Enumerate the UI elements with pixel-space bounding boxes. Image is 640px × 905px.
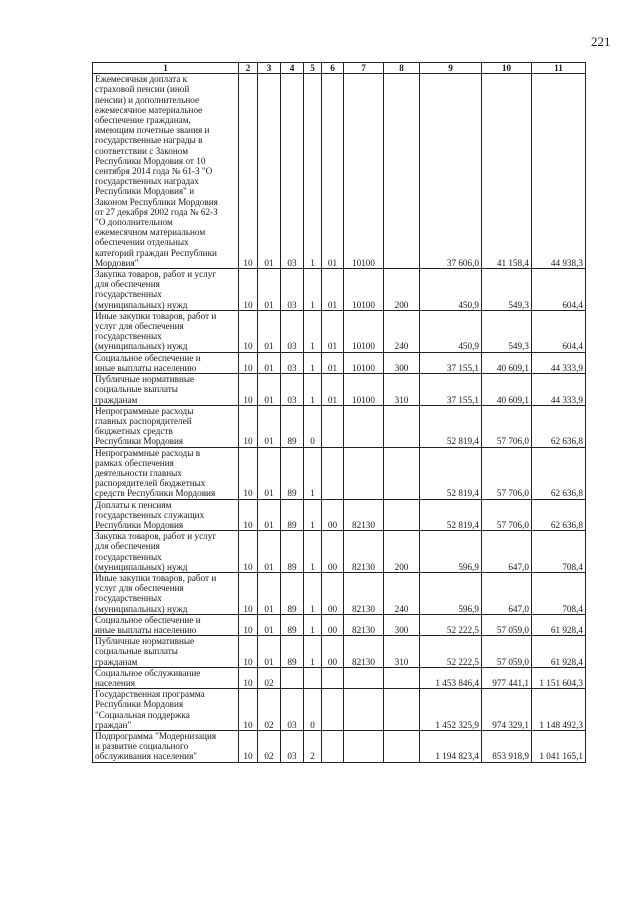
cell-amount-col11: 62 636,8: [532, 447, 586, 499]
cell-subsection: 01: [258, 572, 281, 614]
cell-amount-col11: 62 636,8: [532, 405, 586, 447]
cell-subsection: 01: [258, 74, 281, 269]
cell-direction: 82130: [344, 636, 384, 668]
cell-direction: 82130: [344, 572, 384, 614]
cell-event: 01: [322, 310, 344, 352]
cell-subprogram: 1: [304, 572, 322, 614]
cell-program: [281, 667, 304, 688]
page-number: 221: [591, 34, 611, 49]
cell-event: 01: [322, 74, 344, 269]
cell-direction: 82130: [344, 531, 384, 573]
row-description: Непрограммные расходы в рамках обеспечения деятельности главных распорядителей бюджетных средств Республики Мордовия: [93, 447, 239, 499]
cell-subsection: 01: [258, 447, 281, 499]
cell-event: [322, 667, 344, 688]
cell-direction: [344, 447, 384, 499]
table-row: [93, 447, 586, 499]
column-header: 8: [384, 63, 420, 74]
cell-subprogram: 1: [304, 352, 322, 373]
cell-expense-type: [384, 74, 420, 269]
cell-subsection: 01: [258, 531, 281, 573]
cell-amount-col11: 61 928,4: [532, 614, 586, 635]
cell-amount-col11: 44 333,9: [532, 374, 586, 406]
cell-expense-type: 310: [384, 636, 420, 668]
cell-expense-type: 200: [384, 269, 420, 311]
cell-amount-col11: 604,4: [532, 269, 586, 311]
row-description: Публичные нормативные социальные выплаты гражданам: [93, 636, 239, 668]
cell-section: 10: [239, 499, 258, 531]
cell-amount-col9: 52 819,4: [420, 499, 482, 531]
cell-amount-col10: 57 059,0: [482, 636, 532, 668]
cell-subsection: 01: [258, 352, 281, 373]
cell-amount-col10: 40 609,1: [482, 352, 532, 373]
cell-expense-type: 310: [384, 374, 420, 406]
row-description: Непрограммные расходы главных распорядителей бюджетных средств Республики Мордовия: [93, 405, 239, 447]
cell-event: 01: [322, 269, 344, 311]
cell-amount-col9: 37 155,1: [420, 352, 482, 373]
cell-program: 03: [281, 74, 304, 269]
cell-expense-type: 300: [384, 614, 420, 635]
cell-subsection: 01: [258, 310, 281, 352]
table-row: [93, 499, 586, 531]
cell-subprogram: 1: [304, 614, 322, 635]
row-description: Закупка товаров, работ и услуг для обеспечения государственных (муниципальных) нужд: [93, 269, 239, 311]
cell-program: 89: [281, 499, 304, 531]
cell-amount-col10: 549,3: [482, 310, 532, 352]
cell-section: 10: [239, 614, 258, 635]
cell-section: 10: [239, 689, 258, 731]
cell-amount-col9: 596,9: [420, 572, 482, 614]
cell-section: 10: [239, 731, 258, 763]
row-description: Закупка товаров, работ и услуг для обеспечения государственных (муниципальных) нужд: [93, 531, 239, 573]
cell-amount-col9: 52 222,5: [420, 636, 482, 668]
cell-amount-col10: 647,0: [482, 531, 532, 573]
cell-amount-col9: 1 452 325,9: [420, 689, 482, 731]
cell-direction: 82130: [344, 499, 384, 531]
row-description: Социальное обслуживание населения: [93, 667, 239, 688]
cell-program: 03: [281, 310, 304, 352]
cell-direction: 10100: [344, 374, 384, 406]
cell-subsection: 01: [258, 374, 281, 406]
cell-amount-col10: 40 609,1: [482, 374, 532, 406]
cell-subprogram: 1: [304, 499, 322, 531]
cell-amount-col9: 450,9: [420, 310, 482, 352]
table-row: [93, 572, 586, 614]
cell-amount-col11: 62 636,8: [532, 499, 586, 531]
cell-amount-col11: 1 148 492,3: [532, 689, 586, 731]
cell-amount-col9: 52 222,5: [420, 614, 482, 635]
cell-section: 10: [239, 74, 258, 269]
cell-amount-col9: 596,9: [420, 531, 482, 573]
cell-subsection: 02: [258, 731, 281, 763]
cell-amount-col11: 44 938,3: [532, 74, 586, 269]
cell-section: 10: [239, 636, 258, 668]
cell-section: 10: [239, 572, 258, 614]
column-header: 1: [93, 63, 239, 74]
cell-expense-type: 200: [384, 531, 420, 573]
cell-expense-type: [384, 667, 420, 688]
cell-section: 10: [239, 269, 258, 311]
cell-amount-col10: 57 706,0: [482, 405, 532, 447]
cell-program: 89: [281, 614, 304, 635]
cell-expense-type: [384, 689, 420, 731]
row-description: Доплаты к пенсиям государственных служащих Республики Мордовия: [93, 499, 239, 531]
table-row: [93, 614, 586, 635]
table-row: [93, 352, 586, 373]
cell-section: 10: [239, 667, 258, 688]
row-description: Публичные нормативные социальные выплаты гражданам: [93, 374, 239, 406]
cell-program: 89: [281, 405, 304, 447]
cell-expense-type: 240: [384, 310, 420, 352]
table-row: [93, 269, 586, 311]
cell-expense-type: [384, 405, 420, 447]
cell-program: 89: [281, 572, 304, 614]
cell-subsection: 01: [258, 614, 281, 635]
cell-event: 00: [322, 531, 344, 573]
cell-amount-col11: 708,4: [532, 531, 586, 573]
cell-section: 10: [239, 447, 258, 499]
row-description: Иные закупки товаров, работ и услуг для обеспечения государственных (муниципальных) нужд: [93, 310, 239, 352]
cell-subprogram: 1: [304, 74, 322, 269]
cell-direction: [344, 689, 384, 731]
column-header: 11: [532, 63, 586, 74]
cell-event: [322, 689, 344, 731]
table-row: [93, 689, 586, 731]
cell-amount-col10: 549,3: [482, 269, 532, 311]
cell-amount-col9: 37 155,1: [420, 374, 482, 406]
column-header: 10: [482, 63, 532, 74]
cell-expense-type: [384, 447, 420, 499]
cell-section: 10: [239, 374, 258, 406]
row-description: Подпрограмма "Модернизация и развитие социального обслуживания населения": [93, 731, 239, 763]
cell-program: 03: [281, 269, 304, 311]
cell-amount-col9: 450,9: [420, 269, 482, 311]
table-row: [93, 310, 586, 352]
cell-subprogram: 1: [304, 636, 322, 668]
cell-amount-col9: 52 819,4: [420, 447, 482, 499]
cell-program: 03: [281, 352, 304, 373]
cell-subprogram: [304, 667, 322, 688]
cell-subprogram: 1: [304, 269, 322, 311]
cell-amount-col9: 1 194 823,4: [420, 731, 482, 763]
cell-direction: [344, 405, 384, 447]
cell-subprogram: 1: [304, 531, 322, 573]
cell-amount-col11: 61 928,4: [532, 636, 586, 668]
cell-expense-type: 240: [384, 572, 420, 614]
cell-subprogram: 1: [304, 447, 322, 499]
cell-program: 89: [281, 636, 304, 668]
cell-amount-col9: 52 819,4: [420, 405, 482, 447]
cell-section: 10: [239, 531, 258, 573]
cell-amount-col10: 974 329,1: [482, 689, 532, 731]
cell-amount-col11: 44 333,9: [532, 352, 586, 373]
cell-amount-col11: 604,4: [532, 310, 586, 352]
cell-program: 89: [281, 531, 304, 573]
cell-event: [322, 405, 344, 447]
row-description: Иные закупки товаров, работ и услуг для обеспечения государственных (муниципальных) нужд: [93, 572, 239, 614]
cell-amount-col10: 647,0: [482, 572, 532, 614]
cell-amount-col9: 37 606,0: [420, 74, 482, 269]
cell-direction: 10100: [344, 269, 384, 311]
cell-amount-col9: 1 453 846,4: [420, 667, 482, 688]
row-description: Ежемесячная доплата к страховой пенсии (иной пенсии) и дополнительное ежемесячное материальное обеспечение гражданам, имеющим почетные звания и государственные награды в соответствии с Законом Республики Мордовия от 10 сентября 2014 года № 61-З "О государственных наградах Республики Мордовия" и Законом Республики Мордовия от 27 декабря 2002 года № 62-З "О дополнительном ежемесячном материальном обеспечении отдельных категорий граждан Республики Мордовия": [93, 74, 239, 269]
cell-program: 03: [281, 689, 304, 731]
cell-event: 01: [322, 374, 344, 406]
cell-program: 03: [281, 374, 304, 406]
cell-direction: [344, 667, 384, 688]
column-header: 5: [304, 63, 322, 74]
cell-amount-col11: 1 151 604,3: [532, 667, 586, 688]
cell-subprogram: 0: [304, 689, 322, 731]
cell-amount-col11: 708,4: [532, 572, 586, 614]
cell-expense-type: 300: [384, 352, 420, 373]
cell-subsection: 01: [258, 499, 281, 531]
cell-subprogram: 0: [304, 405, 322, 447]
cell-event: 00: [322, 572, 344, 614]
cell-event: [322, 731, 344, 763]
cell-amount-col10: 41 158,4: [482, 74, 532, 269]
column-header: 7: [344, 63, 384, 74]
row-description: Социальное обеспечение и иные выплаты населению: [93, 614, 239, 635]
table-row: [93, 636, 586, 668]
cell-event: 01: [322, 352, 344, 373]
cell-amount-col10: 57 706,0: [482, 499, 532, 531]
table-row: [93, 667, 586, 688]
cell-program: 03: [281, 731, 304, 763]
cell-direction: 10100: [344, 352, 384, 373]
table-row: [93, 405, 586, 447]
column-header: 2: [239, 63, 258, 74]
column-header: 3: [258, 63, 281, 74]
cell-section: 10: [239, 310, 258, 352]
cell-section: 10: [239, 405, 258, 447]
cell-direction: 10100: [344, 310, 384, 352]
row-description: Социальное обеспечение и иные выплаты населению: [93, 352, 239, 373]
cell-direction: 82130: [344, 614, 384, 635]
cell-subprogram: 1: [304, 374, 322, 406]
column-header: 9: [420, 63, 482, 74]
cell-subprogram: 1: [304, 310, 322, 352]
row-description: Государственная программа Республики Мордовия "Социальная поддержка граждан": [93, 689, 239, 731]
cell-subsection: 01: [258, 405, 281, 447]
cell-amount-col10: 57 059,0: [482, 614, 532, 635]
cell-program: 89: [281, 447, 304, 499]
cell-subsection: 01: [258, 636, 281, 668]
cell-direction: 10100: [344, 74, 384, 269]
cell-amount-col10: 853 918,9: [482, 731, 532, 763]
cell-event: 00: [322, 499, 344, 531]
column-header: 6: [322, 63, 344, 74]
cell-event: [322, 447, 344, 499]
cell-expense-type: [384, 499, 420, 531]
table-body: [93, 74, 586, 762]
cell-subsection: 01: [258, 269, 281, 311]
cell-section: 10: [239, 352, 258, 373]
cell-amount-col11: 1 041 165,1: [532, 731, 586, 763]
cell-amount-col10: 57 706,0: [482, 447, 532, 499]
cell-amount-col10: 977 441,1: [482, 667, 532, 688]
cell-subsection: 02: [258, 667, 281, 688]
cell-subprogram: 2: [304, 731, 322, 763]
cell-direction: [344, 731, 384, 763]
column-header: 4: [281, 63, 304, 74]
cell-expense-type: [384, 731, 420, 763]
table-row: [93, 731, 586, 763]
header-row: [93, 63, 586, 74]
cell-event: 00: [322, 614, 344, 635]
budget-table: [92, 62, 586, 763]
table-row: [93, 74, 586, 269]
cell-subsection: 02: [258, 689, 281, 731]
cell-event: 00: [322, 636, 344, 668]
table-row: [93, 374, 586, 406]
table-row: [93, 531, 586, 573]
